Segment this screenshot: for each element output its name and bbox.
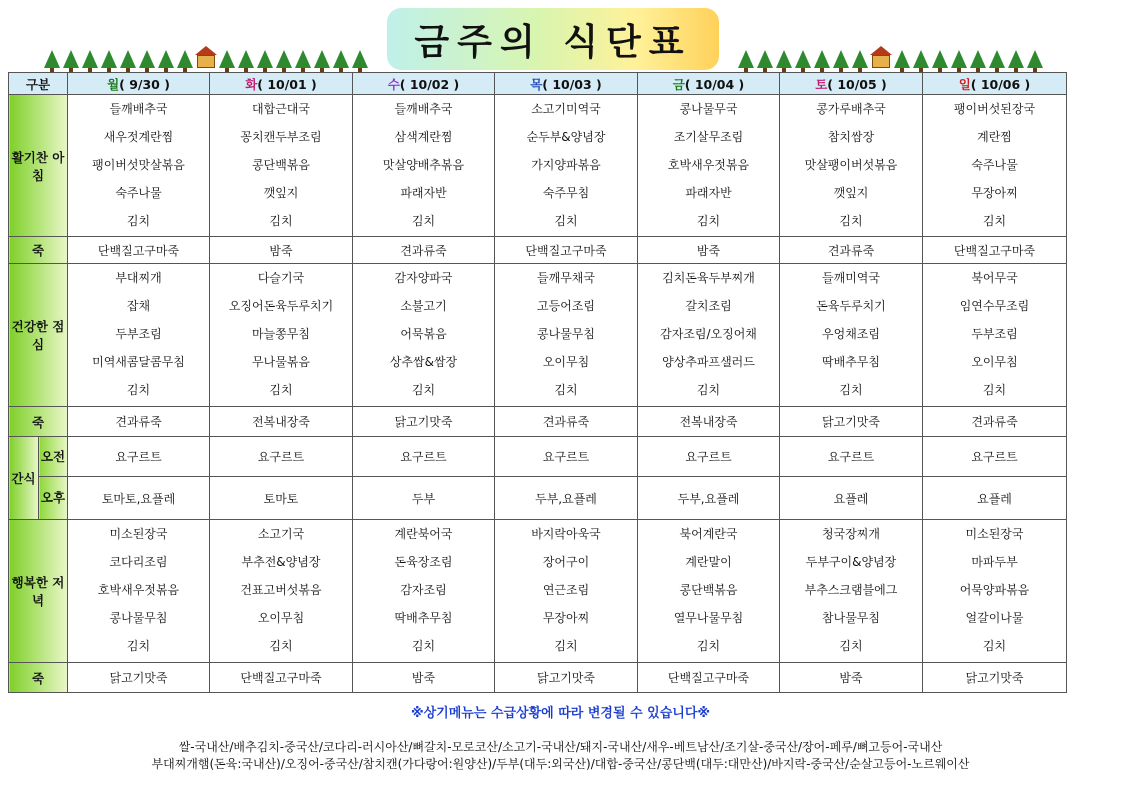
menu-item: 김치 <box>982 383 1007 398</box>
menu-item: 계란찜 <box>977 129 1012 144</box>
menu-item: 딱배추무침 <box>394 611 453 626</box>
tree-icon <box>913 50 929 68</box>
menu-item: 소고기미역국 <box>531 101 601 116</box>
tree-icon <box>314 50 330 68</box>
tree-icon <box>219 50 235 68</box>
right-tree-decoration <box>738 44 1043 68</box>
menu-item: 김치 <box>554 639 578 654</box>
day-name: 화 <box>245 76 258 92</box>
menu-item: 김치 <box>126 213 151 228</box>
menu-item: 무장아찌 <box>971 185 1018 200</box>
day-date: ( 9/30 ) <box>119 76 170 92</box>
tree-icon <box>833 50 849 68</box>
tree-icon <box>776 50 792 68</box>
menu-item: 김치 <box>126 639 151 654</box>
menu-item: 깻잎지 <box>263 185 299 200</box>
menu-item: 오이무침 <box>971 355 1018 370</box>
menu-item: 얼갈이나물 <box>965 611 1024 626</box>
menu-item: 돈육장조림 <box>394 554 453 569</box>
menu-item: 김치 <box>554 383 578 398</box>
snack-pm-label: 오후 <box>39 477 68 520</box>
menu-item: 돈육두루치기 <box>816 298 886 313</box>
snack-cell: 요구르트 <box>638 437 780 477</box>
house-icon <box>871 46 891 68</box>
menu-item: 부추스크램블에그 <box>804 583 898 598</box>
menu-item: 맛살팽이버섯볶음 <box>804 157 898 172</box>
menu-item: 순두부&양념장 <box>526 129 606 144</box>
porridge-cell: 견과류죽 <box>353 237 495 264</box>
breakfast-cell <box>68 95 210 237</box>
menu-item: 오이무침 <box>257 611 305 626</box>
menu-item: 콩단백볶음 <box>252 157 310 172</box>
porridge-label: 죽 <box>9 237 68 264</box>
snack-am-row <box>9 437 1067 477</box>
menu-item: 콩나물무국 <box>679 101 738 116</box>
menu-item: 들깨배추국 <box>109 101 168 116</box>
menu-item: 김치 <box>411 213 436 228</box>
day-header <box>780 73 923 95</box>
menu-item: 김치 <box>554 213 578 228</box>
menu-item: 우엉채조림 <box>822 327 880 342</box>
porridge-cell: 전복내장죽 <box>210 407 353 437</box>
menu-item: 어묵양파볶음 <box>959 583 1030 598</box>
tree-icon <box>139 50 155 68</box>
day-name: 토 <box>815 76 828 92</box>
day-header <box>353 73 495 95</box>
breakfast-label: 활기찬 아침 <box>9 95 68 237</box>
menu-item: 김치 <box>269 639 293 654</box>
tree-icon <box>932 50 948 68</box>
menu-item: 콩나물무침 <box>537 327 595 342</box>
menu-item: 어묵볶음 <box>400 327 447 342</box>
menu-item: 파래자반 <box>400 185 447 200</box>
menu-item: 팽이버섯된장국 <box>953 101 1036 116</box>
porridge-cell: 닭고기맛죽 <box>923 663 1067 693</box>
menu-item: 김치 <box>269 213 293 228</box>
dinner-cell <box>68 520 210 663</box>
tree-icon <box>795 50 811 68</box>
menu-item: 오징어돈육두루치기 <box>228 298 334 313</box>
day-name: 일 <box>958 76 971 92</box>
lunch-cell <box>353 264 495 407</box>
menu-item: 청국장찌개 <box>822 526 880 541</box>
menu-item: 김치 <box>696 639 721 654</box>
menu-item: 호박새우젓볶음 <box>667 157 750 172</box>
porridge-row <box>9 663 1067 693</box>
menu-item: 김치 <box>126 383 151 398</box>
left-tree-decoration <box>44 44 368 68</box>
breakfast-cell <box>780 95 923 237</box>
snack-label: 간식 <box>9 437 39 520</box>
menu-item: 김치 <box>839 213 863 228</box>
menu-item: 김치 <box>982 213 1007 228</box>
menu-item: 김치 <box>696 383 721 398</box>
porridge-cell: 단백질고구마죽 <box>210 663 353 693</box>
menu-item: 잡채 <box>126 298 151 313</box>
menu-item: 부대찌개 <box>115 270 162 285</box>
day-date: ( 10/06 ) <box>970 76 1031 92</box>
header-row <box>9 73 1067 95</box>
porridge-cell: 단백질고구마죽 <box>923 237 1067 264</box>
tree-icon <box>63 50 79 68</box>
menu-item: 마파두부 <box>971 554 1018 569</box>
snack-cell: 요구르트 <box>780 437 923 477</box>
title-banner <box>387 8 719 70</box>
tree-icon <box>1027 50 1043 68</box>
snack-cell: 요구르트 <box>353 437 495 477</box>
tree-icon <box>120 50 136 68</box>
day-header <box>923 73 1067 95</box>
menu-item: 김치 <box>411 639 436 654</box>
menu-item: 무장아찌 <box>542 611 590 626</box>
porridge-cell: 닭고기맛죽 <box>353 407 495 437</box>
lunch-cell <box>210 264 353 407</box>
menu-item: 열무나물무침 <box>673 611 744 626</box>
porridge-cell: 밤죽 <box>638 237 780 264</box>
snack-cell: 요구르트 <box>210 437 353 477</box>
day-header <box>495 73 638 95</box>
tree-icon <box>852 50 868 68</box>
menu-item: 감자조림 <box>400 583 447 598</box>
tree-icon <box>238 50 254 68</box>
menu-item: 들깨미역국 <box>822 270 880 285</box>
page-title: 금주의 식단표 <box>414 21 692 63</box>
day-name: 목 <box>530 76 543 92</box>
tree-icon <box>951 50 967 68</box>
dinner-cell <box>210 520 353 663</box>
menu-item: 미소된장국 <box>109 526 168 541</box>
breakfast-row <box>9 95 1067 237</box>
porridge-cell: 닭고기맛죽 <box>495 663 638 693</box>
day-header <box>68 73 210 95</box>
porridge-cell: 견과류죽 <box>780 237 923 264</box>
menu-item: 건표고버섯볶음 <box>240 583 322 598</box>
snack-cell: 토마토 <box>210 477 353 520</box>
menu-item: 들깨배추국 <box>394 101 453 116</box>
menu-item: 장어구이 <box>542 554 590 569</box>
tree-icon <box>738 50 754 68</box>
menu-item: 두부조림 <box>115 327 162 342</box>
menu-item: 소불고기 <box>400 298 447 313</box>
dinner-cell <box>780 520 923 663</box>
lunch-cell <box>780 264 923 407</box>
tree-icon <box>177 50 193 68</box>
tree-icon <box>814 50 830 68</box>
snack-cell: 두부 <box>353 477 495 520</box>
tree-icon <box>352 50 368 68</box>
snack-cell: 토마토,요플레 <box>68 477 210 520</box>
menu-item: 김치 <box>696 213 721 228</box>
porridge-cell: 전복내장죽 <box>638 407 780 437</box>
menu-item: 연근조림 <box>542 583 590 598</box>
day-date: ( 10/05 ) <box>827 76 887 92</box>
menu-item: 계란말이 <box>685 554 732 569</box>
tree-icon <box>333 50 349 68</box>
tree-icon <box>894 50 910 68</box>
lunch-cell <box>495 264 638 407</box>
menu-item: 소고기국 <box>257 526 305 541</box>
dinner-cell <box>923 520 1067 663</box>
day-name: 월 <box>107 76 120 92</box>
snack-cell: 요구르트 <box>68 437 210 477</box>
porridge-cell: 견과류죽 <box>495 407 638 437</box>
porridge-cell: 견과류죽 <box>68 407 210 437</box>
menu-item: 김치 <box>982 639 1007 654</box>
menu-item: 숙주나물 <box>115 185 162 200</box>
snack-cell: 요구르트 <box>923 437 1067 477</box>
menu-item: 북어계란국 <box>679 526 738 541</box>
menu-item: 딱배추무침 <box>822 355 880 370</box>
menu-item: 김치 <box>269 383 293 398</box>
porridge-row <box>9 237 1067 264</box>
porridge-cell: 밤죽 <box>353 663 495 693</box>
menu-item: 참치쌈장 <box>827 129 875 144</box>
menu-item: 숙주나물 <box>971 157 1018 172</box>
breakfast-cell <box>638 95 780 237</box>
lunch-cell <box>638 264 780 407</box>
day-name: 수 <box>387 76 400 92</box>
dinner-cell <box>495 520 638 663</box>
menu-item: 갈치조림 <box>685 298 732 313</box>
menu-item: 김치 <box>839 639 863 654</box>
menu-item: 콩가루배추국 <box>816 101 886 116</box>
porridge-cell: 닭고기맛죽 <box>780 407 923 437</box>
lunch-row <box>9 264 1067 407</box>
tree-icon <box>44 50 60 68</box>
breakfast-cell <box>923 95 1067 237</box>
snack-cell: 두부,요플레 <box>495 477 638 520</box>
lunch-cell <box>923 264 1067 407</box>
porridge-cell: 밤죽 <box>780 663 923 693</box>
menu-item: 무나물볶음 <box>252 355 310 370</box>
snack-pm-row <box>9 477 1067 520</box>
dinner-cell <box>638 520 780 663</box>
day-header <box>210 73 353 95</box>
porridge-cell: 밤죽 <box>210 237 353 264</box>
menu-item: 들깨무채국 <box>537 270 595 285</box>
day-date: ( 10/03 ) <box>542 76 602 92</box>
menu-item: 오이무침 <box>542 355 590 370</box>
snack-cell: 요플레 <box>923 477 1067 520</box>
menu-item: 코다리조림 <box>109 554 168 569</box>
menu-item: 부추전&양념장 <box>241 554 321 569</box>
breakfast-cell <box>210 95 353 237</box>
menu-item: 콩단백볶음 <box>679 583 738 598</box>
snack-cell: 요구르트 <box>495 437 638 477</box>
tree-icon <box>276 50 292 68</box>
tree-icon <box>257 50 273 68</box>
porridge-cell: 단백질고구마죽 <box>495 237 638 264</box>
menu-item: 감자조림/오징어채 <box>660 327 757 342</box>
menu-item: 파래자반 <box>685 185 732 200</box>
menu-item: 대합근대국 <box>252 101 310 116</box>
porridge-cell: 닭고기맛죽 <box>68 663 210 693</box>
menu-item: 임연수무조림 <box>959 298 1030 313</box>
tree-icon <box>82 50 98 68</box>
day-header <box>638 73 780 95</box>
porridge-label: 죽 <box>9 663 68 693</box>
tree-icon <box>1008 50 1024 68</box>
menu-item: 김치 <box>411 383 436 398</box>
menu-item: 마늘쫑무침 <box>252 327 310 342</box>
menu-item: 김치 <box>839 383 863 398</box>
porridge-cell: 견과류죽 <box>923 407 1067 437</box>
day-date: ( 10/04 ) <box>684 76 745 92</box>
menu-item: 맛살양배추볶음 <box>382 157 465 172</box>
meal-table <box>8 72 1067 693</box>
origin-line-1: 쌀-국내산/배추김치-중국산/코다리-러시아산/뼈갈치-모로코산/소고기-국내산/돼지-국내산/새우-베트남산/조기살-중국산/장어-페루/뼈고등어-국내산 <box>178 740 943 754</box>
menu-item: 조기살무조림 <box>673 129 744 144</box>
lunch-cell <box>68 264 210 407</box>
menu-item: 상추쌈&쌈장 <box>389 355 458 370</box>
corner-label: 구분 <box>9 73 68 95</box>
tree-icon <box>970 50 986 68</box>
menu-item: 김치돈육두부찌개 <box>662 270 755 285</box>
menu-item: 미역새콤달콤무침 <box>92 355 185 370</box>
menu-item: 감자양파국 <box>394 270 453 285</box>
menu-item: 팽이버섯맛살볶음 <box>92 157 185 172</box>
menu-item: 호박새우젓볶음 <box>97 583 180 598</box>
breakfast-cell <box>353 95 495 237</box>
tree-icon <box>295 50 311 68</box>
day-date: ( 10/01 ) <box>257 76 317 92</box>
menu-item: 콩나물무침 <box>109 611 168 626</box>
origin-line-2: 부대찌개햄(돈육:국내산)/오징어-중국산/참치캔(가다랑어:원양산)/두부(대두:외국산)/대합-중국산/콩단백(대두:대만산)/바지락-중국산/순살고등어-노르웨이산 <box>151 757 970 771</box>
dinner-label: 행복한 저녁 <box>9 520 68 663</box>
menu-item: 두부구이&양념장 <box>805 554 897 569</box>
snack-am-label: 오전 <box>39 437 68 477</box>
menu-item: 미소된장국 <box>965 526 1024 541</box>
menu-item: 새우젓계란찜 <box>103 129 174 144</box>
menu-item: 두부조림 <box>971 327 1018 342</box>
menu-item: 양상추파프샐러드 <box>662 355 755 370</box>
menu-item: 참나물무침 <box>822 611 880 626</box>
snack-cell: 요플레 <box>780 477 923 520</box>
menu-item: 계란북어국 <box>394 526 453 541</box>
menu-item: 북어무국 <box>971 270 1018 285</box>
dinner-row <box>9 520 1067 663</box>
day-date: ( 10/02 ) <box>399 76 460 92</box>
porridge-cell: 단백질고구마죽 <box>68 237 210 264</box>
menu-item: 숙주무침 <box>542 185 590 200</box>
menu-item: 다슬기국 <box>257 270 305 285</box>
menu-item: 깻잎지 <box>833 185 869 200</box>
menu-item: 삼색계란찜 <box>394 129 453 144</box>
dinner-cell <box>353 520 495 663</box>
breakfast-cell <box>495 95 638 237</box>
day-name: 금 <box>672 76 685 92</box>
porridge-label: 죽 <box>9 407 68 437</box>
tree-icon <box>989 50 1005 68</box>
menu-item: 가지양파볶음 <box>531 157 601 172</box>
lunch-label: 건강한 점심 <box>9 264 68 407</box>
porridge-row <box>9 407 1067 437</box>
notice-text: ※상기메뉴는 수급상황에 따라 변경될 수 있습니다※ <box>410 706 711 721</box>
tree-icon <box>158 50 174 68</box>
menu-item: 고등어조림 <box>537 298 595 313</box>
tree-icon <box>101 50 117 68</box>
tree-icon <box>757 50 773 68</box>
menu-item: 꽁치캔두부조림 <box>240 129 322 144</box>
snack-cell: 두부,요플레 <box>638 477 780 520</box>
house-icon <box>196 46 216 68</box>
porridge-cell: 단백질고구마죽 <box>638 663 780 693</box>
menu-item: 바지락아욱국 <box>531 526 601 541</box>
